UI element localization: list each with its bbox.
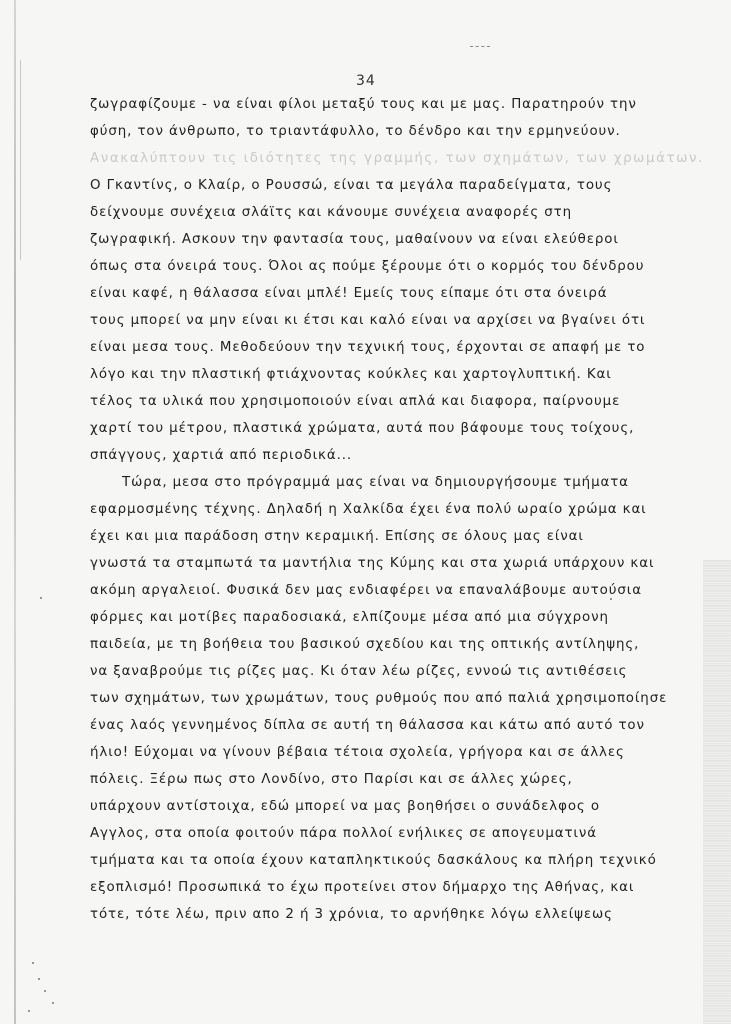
scan-noise-strip [703, 560, 731, 1024]
scan-edge-shadow [14, 0, 16, 1024]
text-line: γνωστά τα σταμπωτά τα μαντήλια της Κύμης και στα χωριά υπάρχουν και [90, 556, 655, 571]
scan-speck [44, 990, 46, 992]
text-line-faded: Ανακαλύπτουν τις ιδιότητες της γραμμής, των σχημάτων, των χρωμάτων. [90, 151, 704, 166]
text-line: ήλιο! Εύχομαι να γίνουν βέβαια τέτοια σχολεία, γρήγορα και σε άλλες [90, 745, 625, 760]
scan-speck [52, 1002, 54, 1004]
text-line: τέλος τα υλικά που χρησιμοποιούν είναι απλά και διαφορα, παίρνουμε [90, 394, 621, 409]
text-line: των σχημάτων, των χρωμάτων, τους ρυθμούς που από παλιά χρησιμοποίησε [90, 691, 668, 706]
text-line: φόρμες και μοτίβες παραδοσιακά, ελπίζουμε μέσα από μια σύγχρονη [90, 610, 609, 625]
text-line: είναι μεσα τους. Μεθοδεύουν την τεχνική τους, έρχονται σε απαφή με το [90, 340, 646, 355]
text-line: Ο Γκαντίνς, ο Κλαίρ, ο Ρουσσώ, είναι τα μεγάλα παραδείγματα, τους [90, 178, 613, 193]
text-line: υπάρχουν αντίστοιχα, εδώ μπορεί να μας βοηθήσει ο συνάδελφος ο [90, 799, 600, 814]
scan-speck [28, 1010, 30, 1012]
scan-mark [470, 46, 490, 48]
text-line: λόγο και την πλαστική φτιάχνοντας κούκλες και χαρτογλυπτική. Και [90, 367, 612, 382]
text-line: χαρτί του μέτρου, πλαστικά χρώματα, αυτά που βάφουμε τους τοίχους, [90, 421, 635, 436]
text-line: ζωγραφίζουμε - να είναι φίλοι μεταξύ τους και με μας. Παρατηρούν την [90, 97, 637, 112]
text-line: τμήματα και τα οποία έχουν καταπληκτικούς δασκάλους κα πλήρη τεχνικό [90, 853, 657, 868]
text-line: ζωγραφική. Ασκουν την φαντασία τους, μαθαίνουν να είναι ελεύθεροι [90, 232, 619, 247]
text-line: εφαρμοσμένης τέχνης. Δηλαδή η Χαλκίδα έχει ένα πολύ ωραίο χρώμα και [90, 502, 647, 517]
text-line: να ξαναβρούμε τις ρίζες μας. Κι όταν λέω ρίζες, εννοώ τις αντιθέσεις [90, 664, 628, 679]
text-line: Τώρα, μεσα στο πρόγραμμά μας είναι να δημιουργήσουμε τμήματα [122, 475, 629, 490]
text-line: ένας λαός γεννημένος δίπλα σε αυτή τη θάλασσα και κάτω από αυτό τον [90, 718, 645, 733]
text-line: σπάγγους, χαρτιά από περιοδικά... [90, 448, 353, 463]
text-line: πόλεις. Ξέρω πως στο Λονδίνο, στο Παρίσι και σε άλλες χώρες, [90, 772, 573, 787]
scan-edge-line [20, 60, 21, 260]
text-line: Αγγλος, στα οποία φοιτούν πάρα πολλοί ενήλικες σε απογευματινά [90, 826, 597, 841]
text-line: έχει και μια παράδοση στην κεραμική. Επίσης σε όλους μας είναι [90, 529, 584, 544]
scan-speck [32, 962, 34, 964]
scan-speck [40, 597, 42, 599]
text-line: παιδεία, με τη βοήθεια του βασικού σχεδίου και της οπτικής αντίληψης, [90, 637, 640, 652]
text-line: εξοπλισμό! Προσωπικά το έχω προτείνει στον δήμαρχο της Αθήνας, και [90, 880, 635, 895]
text-line: όπως στα όνειρά τους. Όλοι ας πούμε ξέρουμε ότι ο κορμός του δένδρου [90, 259, 645, 274]
text-line: ακόμη αργαλειοί. Φυσικά δεν μας ενδιαφέρει να επαναλάβουμε αυτούσια [90, 583, 642, 598]
text-line: είναι καφέ, η θάλασσα είναι μπλέ! Εμείς τους είπαμε ότι στα όνειρά [90, 286, 608, 301]
text-line: δείχνουμε συνέχεια σλάϊτς και κάνουμε συνέχεια αναφορές στη [90, 205, 572, 220]
scan-speck [38, 978, 40, 980]
text-line: τους μπορεί να μην είναι κι έτσι και καλό είναι να αρχίσει να βγαίνει ότι [90, 313, 646, 328]
text-line: φύση, τον άνθρωπο, το τριαντάφυλλο, το δένδρο και την ερμηνεύουν. [90, 124, 621, 139]
text-line: τότε, τότε λέω, πριν απο 2 ή 3 χρόνια, το αρνήθηκε λόγω ελλείψεως [90, 907, 613, 922]
page-number: 34 [356, 73, 376, 89]
scan-speck [610, 598, 612, 600]
